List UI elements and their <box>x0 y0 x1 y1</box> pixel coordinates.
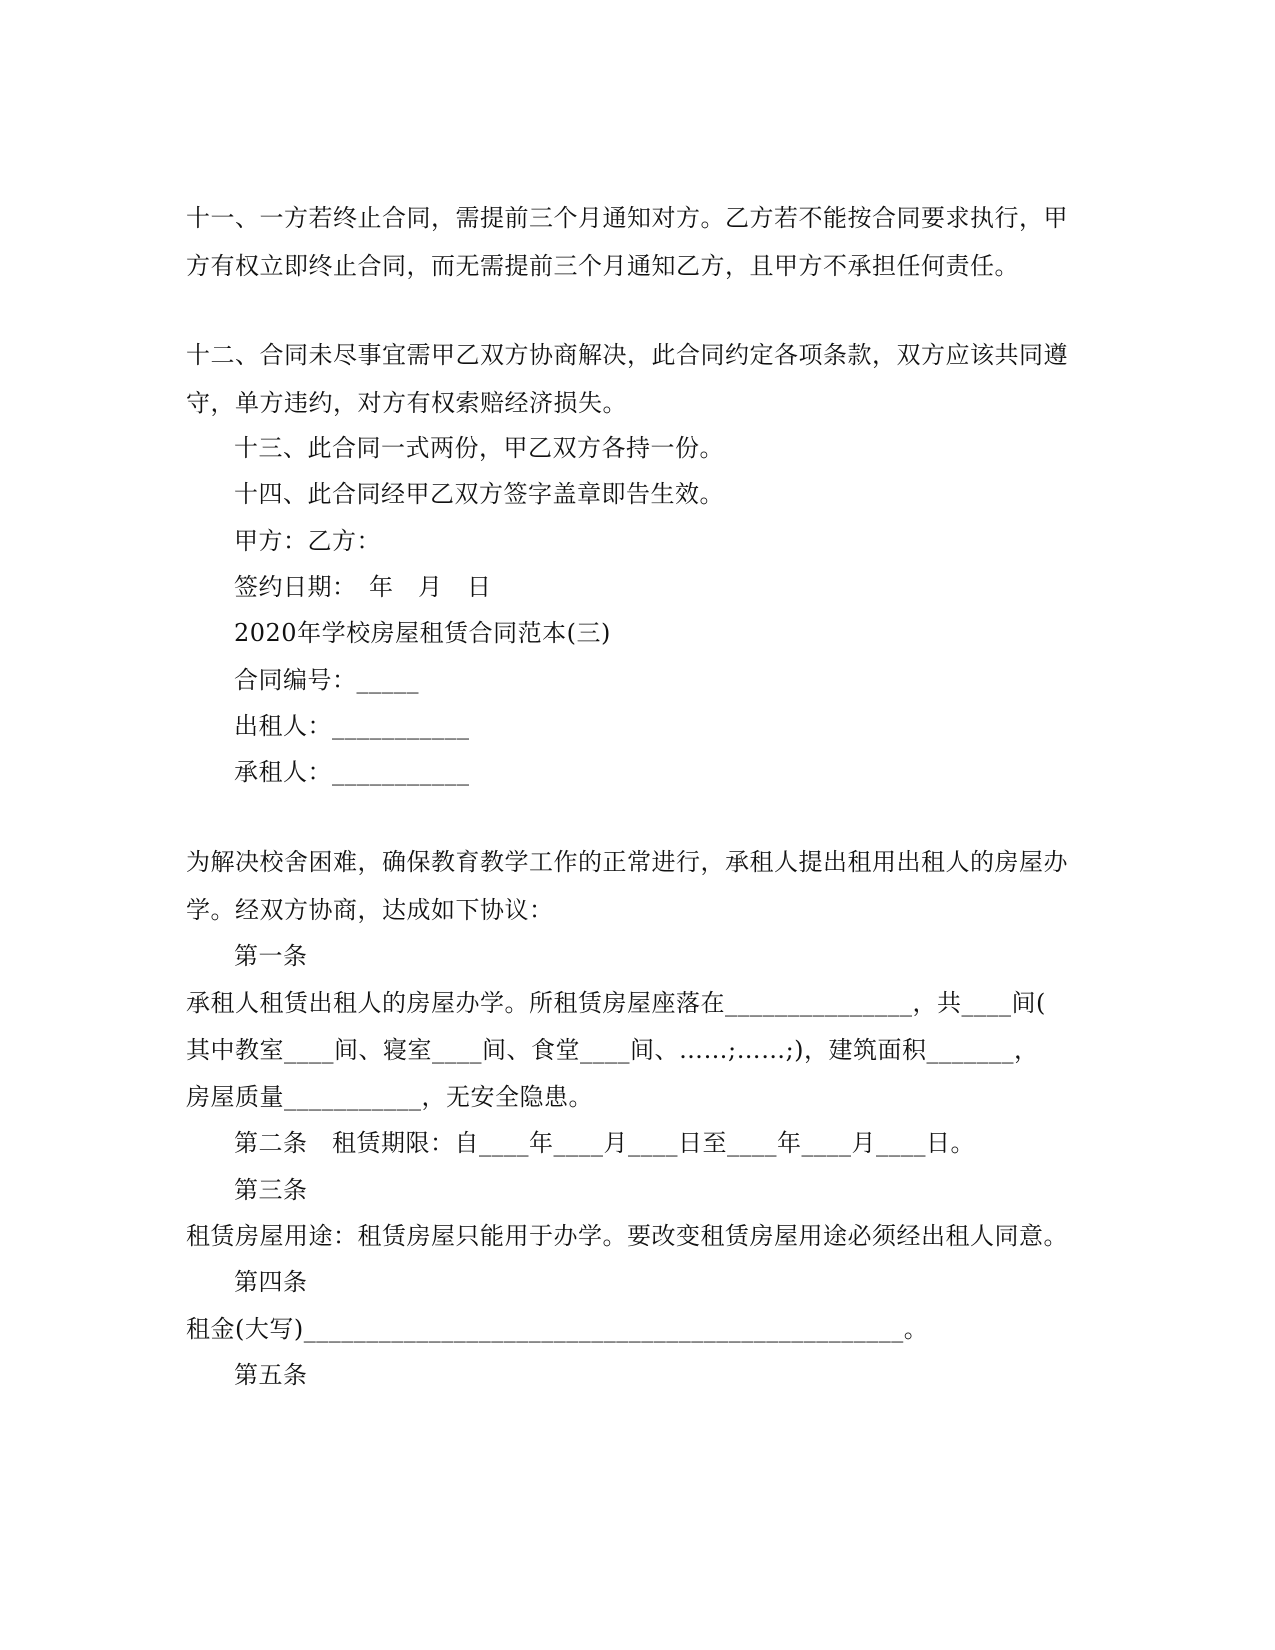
article-1-line-1: 承租人租赁出租人的房屋办学。所租赁房屋座落在_______________，共____间( <box>186 989 1046 1017</box>
article-3-body: 租赁房屋用途：租赁房屋只能用于办学。要改变租赁房屋用途必须经出租人同意。 <box>186 1222 1068 1250</box>
sign-date-line: 签约日期： 年 月 日 <box>234 573 492 601</box>
article-5-heading: 第五条 <box>234 1361 308 1389</box>
clause-12-line-2: 守，单方违约，对方有权索赔经济损失。 <box>186 389 627 417</box>
parties-line: 甲方：乙方： <box>234 527 381 555</box>
clause-13: 十三、此合同一式两份，甲乙双方各持一份。 <box>234 434 724 462</box>
lessor-line: 出租人：___________ <box>234 712 470 740</box>
clause-11-line-1: 十一、一方若终止合同，需提前三个月通知对方。乙方若不能按合同要求执行，甲 <box>186 204 1068 232</box>
article-4-body: 租金(大写)________________________________________________。 <box>186 1315 929 1343</box>
article-4-heading: 第四条 <box>234 1268 308 1296</box>
article-1-line-3: 房屋质量___________，无安全隐患。 <box>186 1083 593 1111</box>
clause-12-line-1: 十二、合同未尽事宜需甲乙双方协商解决，此合同约定各项条款，双方应该共同遵 <box>186 341 1068 369</box>
clause-14: 十四、此合同经甲乙双方签字盖章即告生效。 <box>234 480 724 508</box>
intro-line-2: 学。经双方协商，达成如下协议： <box>186 896 554 924</box>
article-1-line-2: 其中教室____间、寝室____间、食堂____间、……;……;)，建筑面积_______， <box>186 1036 1039 1064</box>
contract-number-line: 合同编号：_____ <box>234 666 419 694</box>
article-2: 第二条 租赁期限：自____年____月____日至____年____月____日。 <box>234 1129 975 1157</box>
clause-11-line-2: 方有权立即终止合同，而无需提前三个月通知乙方，且甲方不承担任何责任。 <box>186 252 1019 280</box>
lessee-line: 承租人：___________ <box>234 758 470 786</box>
intro-line-1: 为解决校舍困难，确保教育教学工作的正常进行，承租人提出租用出租人的房屋办 <box>186 848 1068 876</box>
contract-title: 2020年学校房屋租赁合同范本(三) <box>234 619 611 647</box>
article-3-heading: 第三条 <box>234 1176 308 1204</box>
article-1-heading: 第一条 <box>234 942 308 970</box>
